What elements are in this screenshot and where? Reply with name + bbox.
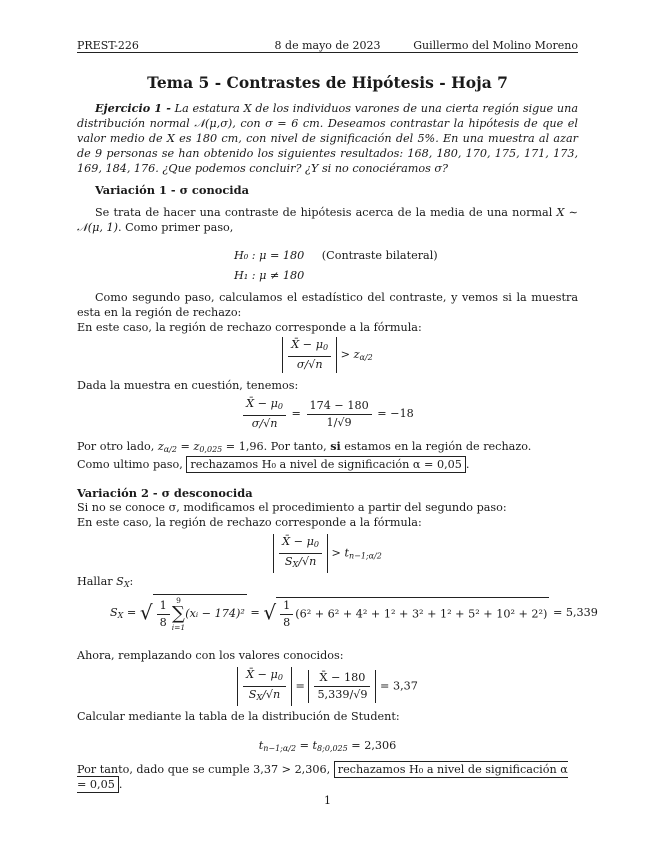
critical-text: = 1,96. Por tanto,	[222, 440, 331, 453]
hypothesis-h0	[234, 248, 438, 263]
student-intro: Calcular mediante la tabla de la distribución de Student:	[77, 710, 400, 723]
statistic-denominator-2: 5,339/√9	[317, 688, 368, 701]
header-course-code: PREST-226	[77, 39, 139, 52]
exercise-text: de los individuos varones de una cierta región sigue una distribución normal	[77, 102, 579, 130]
conclusion-2: Por tanto, dado que se cumple 3,37 > 2,306, rechazamos H₀ a nivel de significación α = 0,05 .	[77, 763, 568, 791]
header-author: Guillermo del Molino Moreno	[413, 39, 578, 52]
critical-emphasis: si	[330, 439, 341, 453]
statistic-numerator-2: X̄ − 180	[314, 671, 370, 687]
statistic-denominator: 1/√9	[326, 415, 352, 429]
squared-deviations: (6² + 6² + 4² + 1² + 3² + 1² + 5² + 10² + 2²)	[295, 607, 548, 620]
conclusion-box-2: rechazamos H₀ a nivel de significación α = 0,05	[77, 763, 568, 791]
variation-2-heading: Variación 2 - σ desconocida	[77, 486, 253, 500]
exercise-text: , con σ = 6 cm. Deseamos contrastar la hipótesis de que el valor medio de	[77, 117, 578, 145]
header-date: 8 de mayo de 2023	[274, 39, 381, 52]
exercise-label: Ejercicio 1 -	[95, 101, 171, 115]
page-number: 1	[324, 794, 331, 807]
page-title: Tema 5 - Contrastes de Hipótesis - Hoja 7	[147, 73, 508, 92]
sample-intro: Dada la muestra en cuestión, tenemos:	[77, 379, 299, 392]
variation-2-intro: Si no se conoce σ, modificamos el procedimiento a partir del segundo paso:	[77, 501, 507, 514]
conclusion-1: Como ultimo paso, rechazamos H₀ a nivel de significación α = 0,05 .	[77, 458, 470, 471]
rejection-formula-2: $\frac{X̄ - \mu_0}{S_X/√n}$ > $t_{n-1;\alpha/2}$	[77, 534, 578, 573]
conclusion-box: rechazamos H₀ a nivel de significación α = 0,05	[186, 456, 466, 473]
critical-value-text: Por otro lado, $z_{\alpha/2} = z_{0,025} = 1,96$. Por tanto, si estamos en la región de rechazo.	[77, 439, 532, 454]
variation-1-intro: Se trata de hacer una contraste de hipótesis acerca de la media de una normal X ∼ 𝒩(μ, 1). Como primer paso,	[77, 206, 578, 234]
h0-note: (Contraste bilateral)	[321, 249, 438, 262]
exercise-statement: Ejercicio 1 - La estatura X de los individuos varones de una cierta región sigue una distribución normal 𝒩(μ,σ), con σ = 6 cm. Deseamos contrastar la hipótesis de que el valor medio de X es 180 cm, con nivel de significación del 5%. En una muestra al azar de 9 personas se han obtenido los siguientes resultados: 168, 180, 170, 175, 171, 173, 169, 184, 176. ¿Que podemos concluir? ¿Y si no conociéramos σ?	[77, 101, 579, 175]
rejection-formula-1: $\frac{X̄ - \mu_0}{\sigma/√n}$ > $z_{\alpha/2}$	[77, 337, 578, 373]
intro-text: Se trata de hacer una contraste de hipótesis acerca de la media de una normal	[95, 206, 557, 219]
sum-expression: (xᵢ − 174)²	[185, 607, 245, 620]
hypothesis-h1: H₁ : μ ≠ 180	[234, 269, 305, 282]
test-statistic-1: $\frac{X̄ - \mu_0}{\sigma/√n}$ = $\frac{174 - 180}{1/√9}$ = −18	[77, 397, 578, 431]
t-critical-value: $t_{n-1;\alpha/2} = t_{8;0,025} = 2,306$	[258, 739, 397, 753]
statistic-result-2: = 3,37	[380, 679, 418, 693]
intro-text: . Como primer paso,	[117, 221, 234, 234]
h0-expression: H₀ : μ = 180	[234, 249, 305, 262]
exercise-text: La estatura	[170, 102, 244, 115]
conclusion-text-2: Por tanto, dado que se cumple 3,37 > 2,306,	[77, 763, 334, 776]
conclusion-text: Como ultimo paso,	[77, 458, 187, 471]
step-2-text: Como segundo paso, calculamos el estadístico del contraste, y vemos si la muestra esta en la región de rechazo:	[77, 291, 578, 319]
variation-1-heading: Variación 1 - σ conocida	[95, 183, 249, 197]
t-value: = 2,306	[351, 739, 397, 752]
rejection-region-intro-2: En este caso, la región de rechazo corresponde a la fórmula:	[77, 516, 422, 529]
sx-formula: $S_X$ = √ $\frac{1}{8}$ 9 ∑ i=1(xᵢ − 174)² = √ $\frac{1}{8}$ (6² + 6² + 4² + 1² + 3² + 1² + 5² + 10² + 2²) = 5,339	[110, 596, 598, 632]
statistic-result: = −18	[377, 407, 414, 420]
replace-intro: Ahora, remplazando con los valores conocidos:	[77, 649, 344, 662]
page-header	[77, 36, 578, 53]
exercise-text: es 180 cm, con nivel de significación del 5%. En una muestra al azar de 9 personas se han obtenido los siguientes resultados: 168, 180, 170, 175, 171, 173, 169, 184, 176. ¿Que podemos concluir? ¿Y si no conociéramos σ?	[77, 132, 579, 175]
find-sx-text: Hallar $S_X$:	[77, 575, 134, 589]
critical-text: Por otro lado,	[77, 440, 158, 453]
critical-text: estamos en la región de rechazo.	[340, 440, 532, 453]
test-statistic-2: $\frac{X̄ - \mu_0}{S_X/√n}$ = $\frac{X̄ - 180}{5,339/√9}$ = 3,37	[77, 667, 578, 706]
find-sx-label: Hallar	[77, 575, 117, 588]
statistic-numerator: 174 − 180	[307, 399, 372, 415]
sx-result: = 5,339	[552, 606, 598, 619]
rejection-region-intro: En este caso, la región de rechazo corresponde a la fórmula:	[77, 321, 422, 334]
